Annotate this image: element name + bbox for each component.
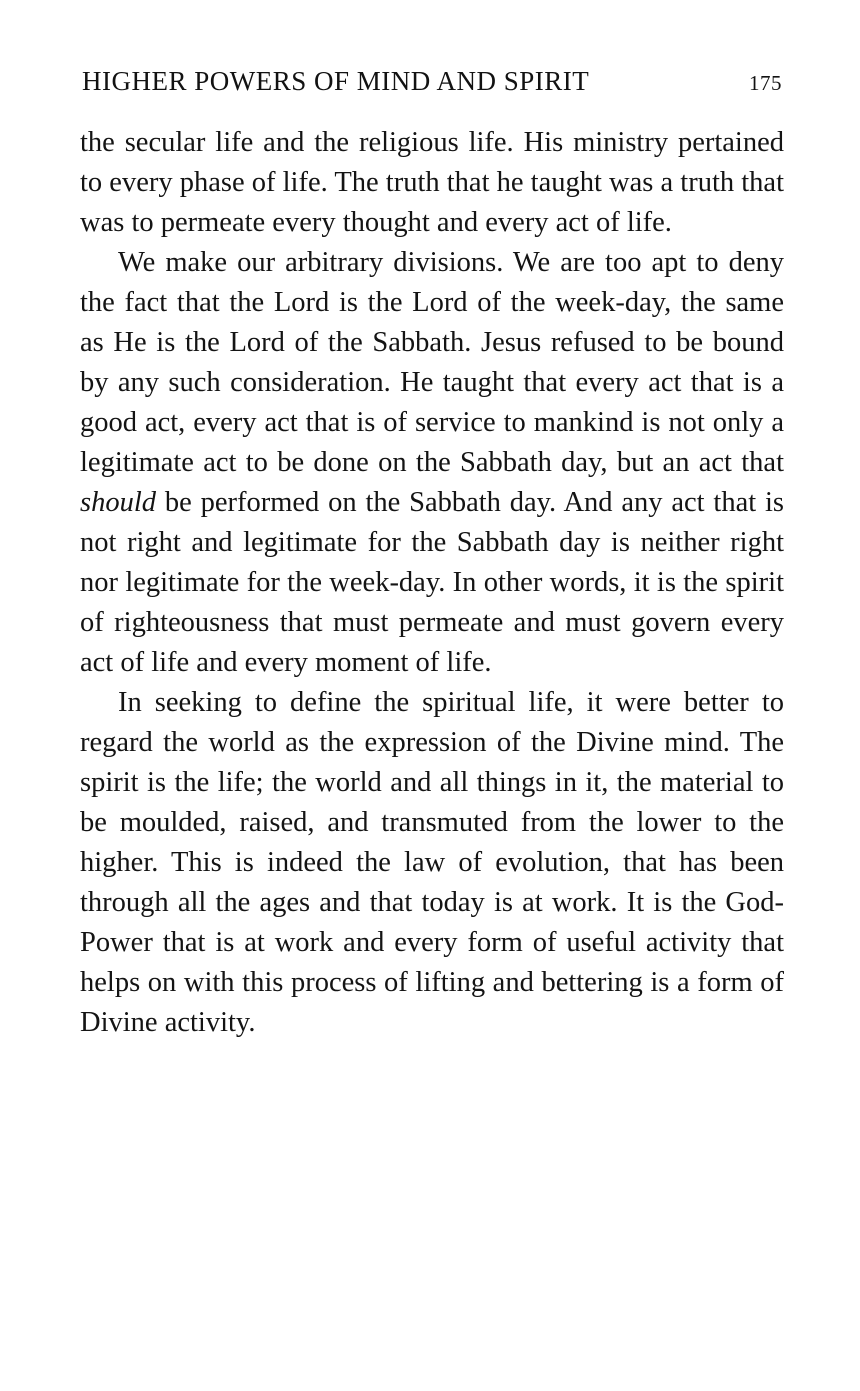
paragraph-1 bbox=[80, 123, 784, 243]
paragraph-3 bbox=[80, 683, 784, 1043]
running-head-title: HIGHER POWERS OF MIND AND SPIRIT bbox=[82, 66, 590, 96]
paragraph-2-text-before-italic: We make our arbitrary divisions. We are too apt to deny the fact that the Lord is the Lord of the week-day, the same as He is the Lord of the Sabbath. Jesus refused to be bound by any such consideration. He taught that every act that is a good act, every act that is of service to mankind is not only a legitimate act to be done on the Sabbath day, but an act that bbox=[80, 247, 784, 478]
paragraph-2 bbox=[80, 243, 784, 683]
page-number: 175 bbox=[749, 71, 782, 95]
paragraph-2-emphasis: should bbox=[80, 487, 157, 518]
paragraph-3-text: In seeking to define the spiritual life, it were better to regard the world as the expression of the Divine mind. The spirit is the life; the world and all things in it, the material to be moulded, raised, and transmuted from the lower to the higher. This is indeed the law of evolution, that has been through all the ages and that today is at work. It is the God-Power that is at work and every form of useful activity that helps on with this process of lifting and bettering is a form of Divine activity. bbox=[80, 687, 784, 1038]
page-body bbox=[80, 123, 784, 1043]
paragraph-2-text-after-italic: be performed on the Sabbath day. And any act that is not right and legitimate for the Sabbath day is neither right nor legitimate for the week-day. In other words, it is the spirit of righteousness that must permeate and must govern every act of life and every moment of life. bbox=[80, 487, 784, 678]
running-head bbox=[82, 66, 782, 97]
paragraph-1-text: the secular life and the religious life. His ministry pertained to every phase of life. The truth that he taught was a truth that was to permeate every thought and every act of life. bbox=[80, 127, 784, 238]
